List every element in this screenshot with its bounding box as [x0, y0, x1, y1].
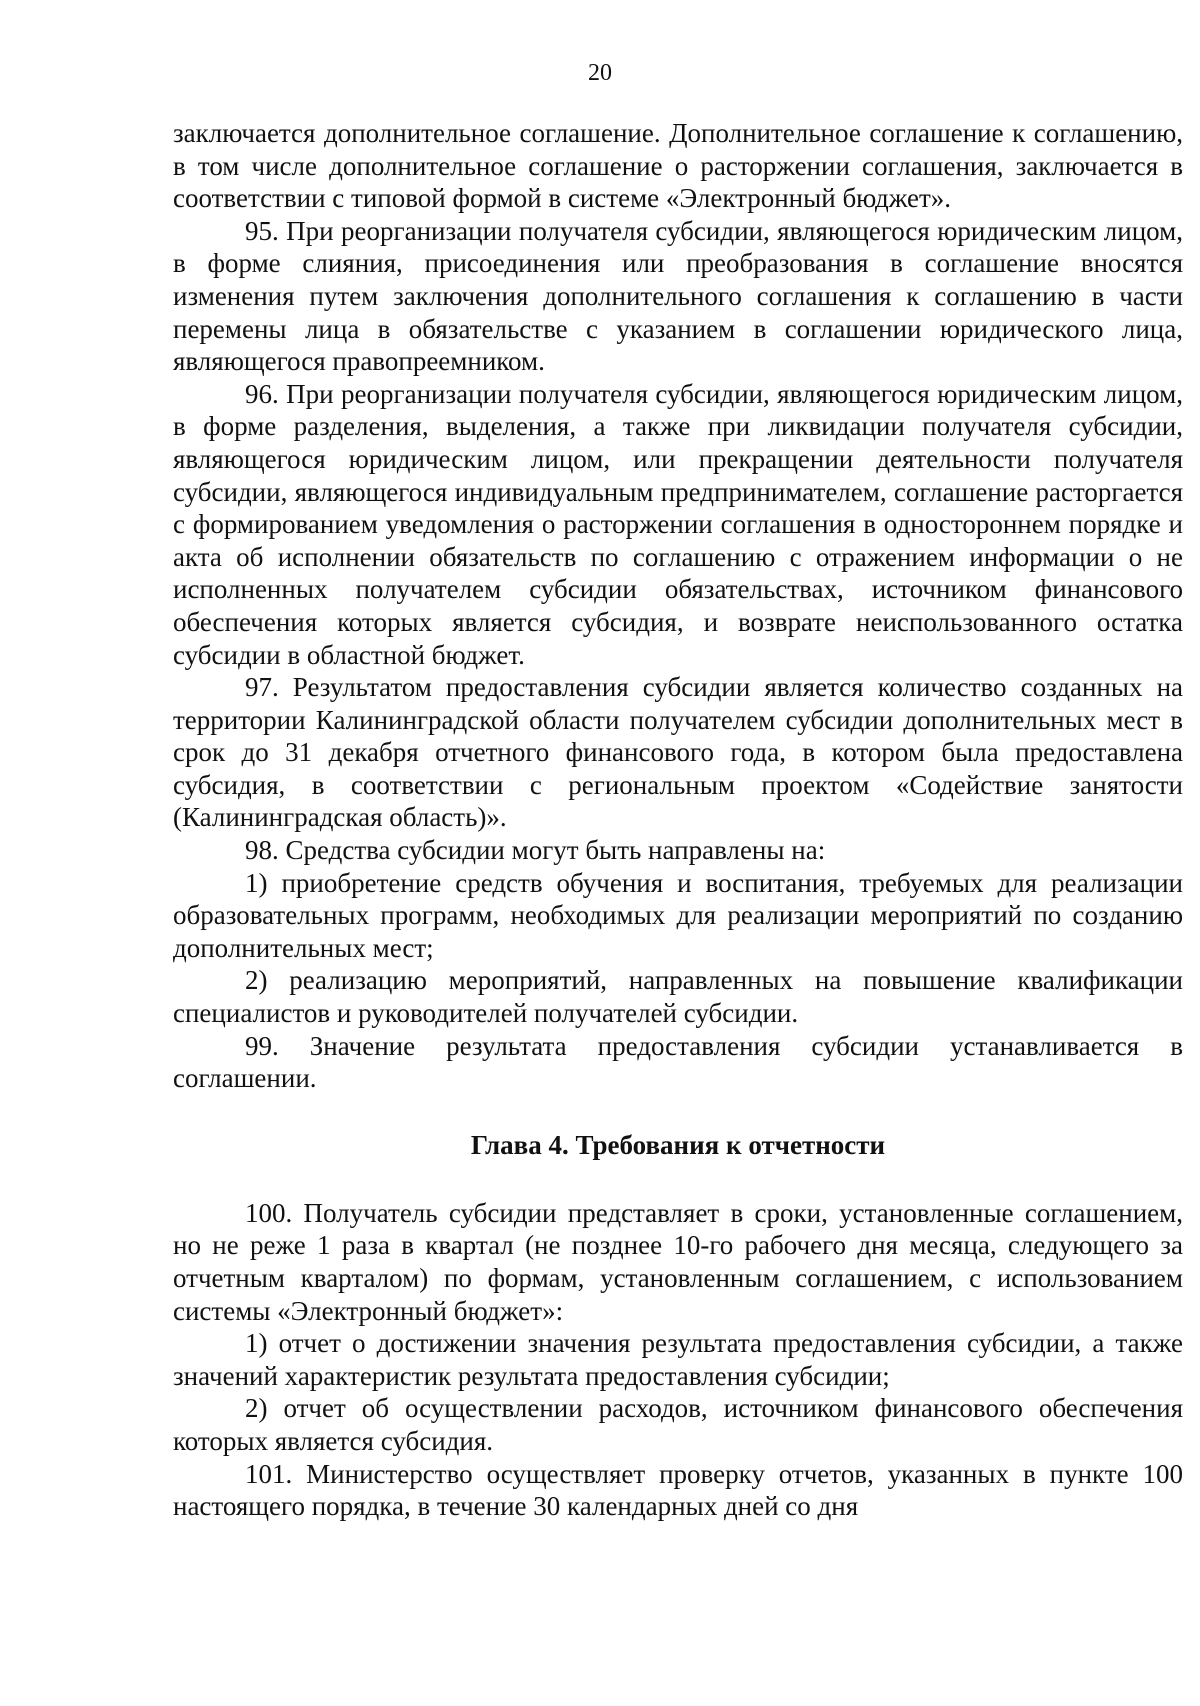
- paragraph-101: 101. Министерство осуществляет проверку отчетов, указанных в пункте 100 настоящего порядка, в течение 30 календарных дней со дня: [173, 1458, 1183, 1522]
- document-body: [173, 117, 1183, 1523]
- paragraph-96: 96. При реорганизации получателя субсидии, являющегося юридическим лицом, в форме разделения, выделения, а также при ликвидации получателя субсидии, являющегося юридическим лицом, или прекращении деятельности получателя субсидии, являющегося индивидуальным предпринимателем, соглашение расторгается с формированием уведомления о расторжении соглашения в одностороннем порядке и акта об исполнении обязательств по соглашению с отражением информации о не исполненных получателем субсидии обязательствах, источником финансового обеспечения которых является субсидия, и возврате неиспользованного остатка субсидии в областной бюджет.: [173, 378, 1183, 670]
- paragraph-100-item-1: 1) отчет о достижении значения результата предоставления субсидии, а также значений характеристик результата предоставления субсидии;: [173, 1328, 1183, 1391]
- paragraph-98-item-1: 1) приобретение средств обучения и воспитания, требуемых для реализации образовательных программ, необходимых для реализации мероприятий по созданию дополнительных мест;: [173, 867, 1183, 963]
- paragraph-95: 95. При реорганизации получателя субсидии, являющегося юридическим лицом, в форме слияния, присоединения или преобразования в соглашение вносятся изменения путем заключения дополнительного соглашения к соглашению в части перемены лица в обязательстве с указанием в соглашении юридического лица, являющегося правопреемником.: [173, 215, 1183, 377]
- paragraph-98-item-2: 2) реализацию мероприятий, направленных на повышение квалификации специалистов и руководителей получателей субсидии.: [173, 965, 1183, 1029]
- paragraph-98: 98. Средства субсидии могут быть направлены на:: [245, 835, 826, 866]
- paragraph-continuation: заключается дополнительное соглашение. Дополнительное соглашение к соглашению, в том числе дополнительное соглашение о расторжении соглашения, заключается в соответствии с типовой формой в системе «Электронный бюджет».: [173, 118, 1183, 214]
- paragraph-100: 100. Получатель субсидии представляет в сроки, установленные соглашением, но не реже 1 раза в квартал (не позднее 10-го рабочего дня месяца, следующего за отчетным кварталом) по формам, установленным соглашением, с использованием системы «Электронный бюджет»:: [173, 1197, 1183, 1326]
- paragraph-97: 97. Результатом предоставления субсидии является количество созданных на территории Калининградской области получателем субсидии дополнительных мест в срок до 31 декабря отчетного финансового года, в котором была предоставлена субсидия, в соответствии с региональным проектом «Содействие занятости (Калининградская область)».: [173, 672, 1183, 833]
- page-number: 20: [588, 60, 612, 86]
- chapter-heading: Глава 4. Требования к отчетности: [470, 1129, 886, 1160]
- paragraph-100-item-2: 2) отчет об осуществлении расходов, источником финансового обеспечения которых является субсидия.: [173, 1393, 1183, 1456]
- paragraph-99: 99. Значение результата предоставления субсидии устанавливается в соглашении.: [173, 1030, 1183, 1094]
